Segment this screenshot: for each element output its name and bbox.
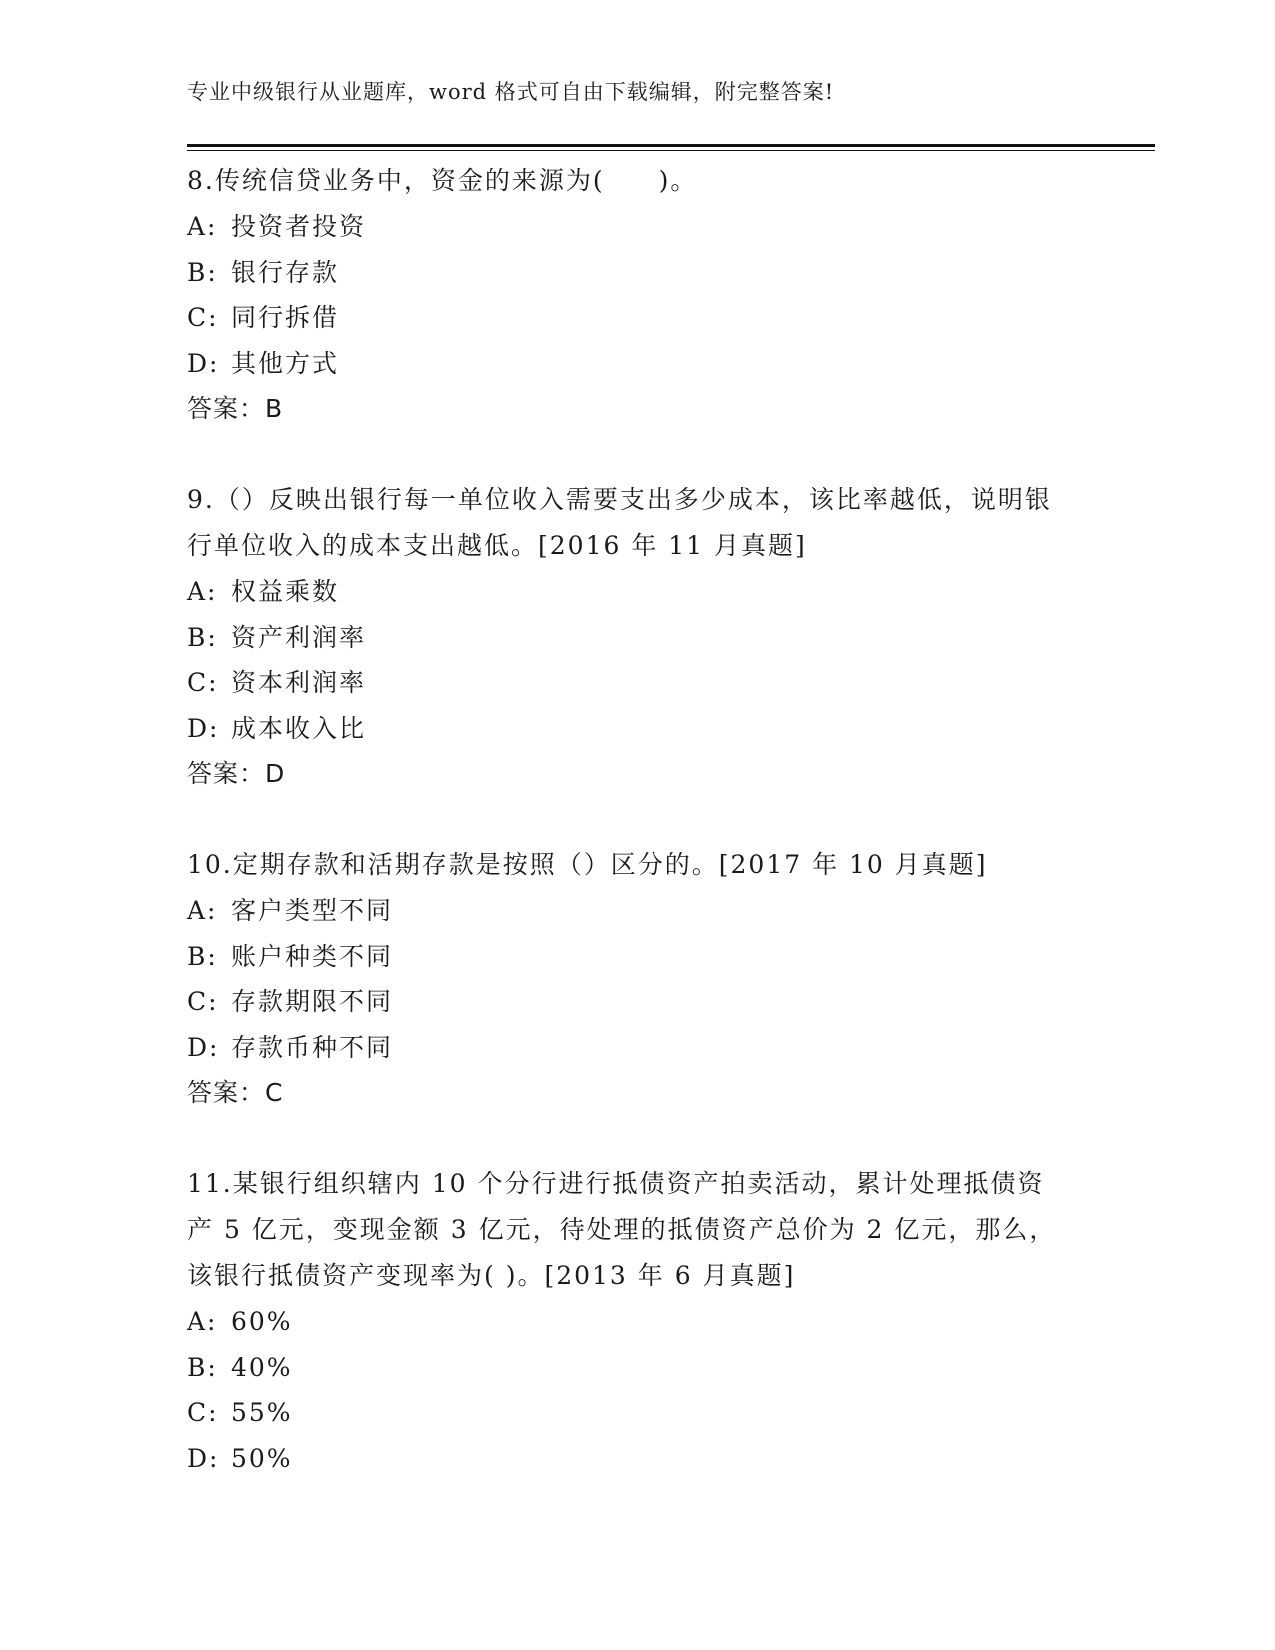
option-text: 50% bbox=[231, 1443, 293, 1473]
header-rule-thick bbox=[187, 144, 1155, 147]
question-list bbox=[187, 158, 1067, 1481]
question-9 bbox=[187, 477, 1067, 797]
option-c bbox=[187, 1390, 1067, 1436]
option-text: 同行拆借 bbox=[231, 303, 340, 332]
option-key: B: bbox=[187, 941, 218, 971]
question-stem: 8.传统信贷业务中，资金的来源为( )。 bbox=[187, 166, 698, 195]
option-text: 账户种类不同 bbox=[231, 941, 394, 971]
option-c bbox=[187, 979, 1067, 1025]
option-b bbox=[187, 934, 1067, 980]
option-key: B: bbox=[187, 1352, 218, 1382]
header-rule-thin bbox=[187, 150, 1155, 151]
option-key: B: bbox=[187, 257, 218, 287]
answer-line: 答案：C bbox=[187, 1078, 284, 1107]
question-8 bbox=[187, 158, 1067, 432]
option-a bbox=[187, 1299, 1067, 1345]
option-text: 资本利润率 bbox=[231, 668, 367, 697]
option-text: 40% bbox=[231, 1352, 293, 1382]
option-d bbox=[187, 341, 1067, 387]
option-d bbox=[187, 1025, 1067, 1071]
question-11 bbox=[187, 1161, 1067, 1481]
option-text: 60% bbox=[231, 1307, 293, 1336]
option-text: 存款币种不同 bbox=[231, 1032, 394, 1062]
option-d bbox=[187, 1436, 1067, 1482]
option-key: A: bbox=[187, 577, 218, 606]
option-text: 55% bbox=[231, 1398, 293, 1427]
option-text: 权益乘数 bbox=[231, 577, 340, 606]
option-key: D: bbox=[187, 348, 220, 378]
option-a bbox=[187, 888, 1067, 934]
option-b bbox=[187, 250, 1067, 296]
option-key: D: bbox=[187, 713, 220, 743]
option-key: D: bbox=[187, 1443, 220, 1473]
option-text: 成本收入比 bbox=[231, 713, 367, 743]
option-text: 资产利润率 bbox=[231, 622, 367, 652]
question-stem: 10.定期存款和活期存款是按照（）区分的。[2017 年 10 月真题] bbox=[187, 850, 988, 879]
option-key: C: bbox=[187, 1398, 219, 1427]
option-key: A: bbox=[187, 1307, 218, 1336]
option-a bbox=[187, 204, 1067, 250]
answer-line: 答案：B bbox=[187, 394, 284, 423]
option-key: A: bbox=[187, 212, 218, 241]
option-key: D: bbox=[187, 1032, 220, 1062]
option-b bbox=[187, 615, 1067, 661]
option-key: C: bbox=[187, 668, 219, 697]
option-text: 银行存款 bbox=[231, 257, 340, 287]
question-stem: 9.（）反映出银行每一单位收入需要支出多少成本，该比率越低，说明银行单位收入的成本支出越低。[2016 年 11 月真题] bbox=[187, 485, 1052, 560]
option-key: C: bbox=[187, 303, 219, 332]
option-d bbox=[187, 706, 1067, 752]
option-key: B: bbox=[187, 622, 218, 652]
question-10 bbox=[187, 842, 1067, 1116]
option-c bbox=[187, 660, 1067, 706]
option-a bbox=[187, 569, 1067, 615]
answer-line: 答案：D bbox=[187, 759, 286, 788]
option-b bbox=[187, 1345, 1067, 1391]
option-key: A: bbox=[187, 896, 218, 925]
option-text: 投资者投资 bbox=[231, 212, 367, 241]
option-c bbox=[187, 295, 1067, 341]
option-key: C: bbox=[187, 987, 219, 1016]
page-header: 专业中级银行从业题库，word 格式可自由下载编辑，附完整答案! bbox=[187, 80, 835, 104]
option-text: 存款期限不同 bbox=[231, 987, 394, 1016]
option-text: 客户类型不同 bbox=[231, 896, 394, 925]
option-text: 其他方式 bbox=[231, 348, 340, 378]
question-stem: 11.某银行组织辖内 10 个分行进行抵债资产拍卖活动，累计处理抵债资产 5 亿元，变现金额 3 亿元，待处理的抵债资产总价为 2 亿元，那么，该银行抵债资产变现率为( )。[2013 年 6 月真题] bbox=[187, 1169, 1057, 1290]
